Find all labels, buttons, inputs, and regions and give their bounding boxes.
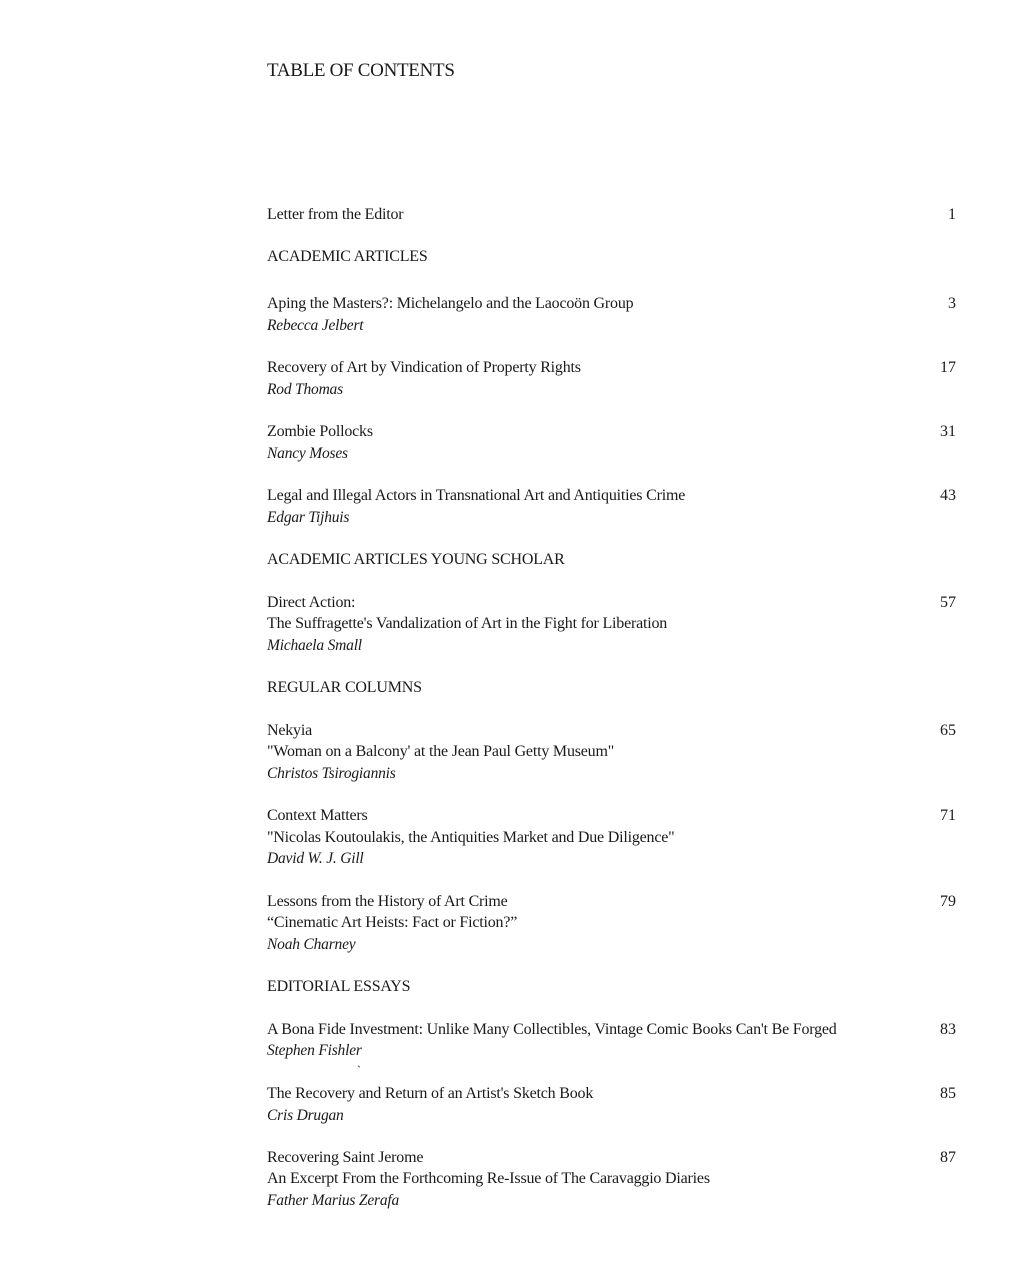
entry-title[interactable]: A Bona Fide Investment: Unlike Many Collectibles, Vintage Comic Books Can't Be Forged — [267, 1021, 837, 1038]
page-title: TABLE OF CONTENTS — [267, 60, 455, 81]
entry-author: David W. J. Gill — [267, 850, 364, 867]
entry-author: Edgar Tijhuis — [267, 509, 350, 526]
entry-page-number: 85 — [940, 1085, 956, 1102]
entry-title[interactable]: Recovering Saint Jerome — [267, 1149, 424, 1166]
entry-author: Father Marius Zerafa — [267, 1192, 400, 1209]
entry-title[interactable]: Legal and Illegal Actors in Transnational Art and Antiquities Crime — [267, 487, 686, 504]
entry-page-number: 3 — [948, 295, 956, 312]
entry-title[interactable]: Nekyia — [267, 722, 313, 739]
entry-title[interactable]: Zombie Pollocks — [267, 423, 373, 440]
entry-page-number: 79 — [940, 893, 956, 910]
entry-subtitle: The Suffragette's Vandalization of Art in the Fight for Liberation — [267, 615, 668, 632]
entry-title[interactable]: Letter from the Editor — [267, 206, 404, 223]
entry-author: Rebecca Jelbert — [267, 317, 364, 334]
entry-page-number: 83 — [940, 1021, 956, 1038]
entry-author: Michaela Small — [267, 637, 362, 654]
entry-page-number: 87 — [940, 1149, 956, 1166]
entry-subtitle: An Excerpt From the Forthcoming Re-Issue of The Caravaggio Diaries — [267, 1170, 710, 1187]
entry-page-number: 65 — [940, 722, 956, 739]
entry-subtitle: "Woman on a Balcony' at the Jean Paul Getty Museum" — [267, 743, 615, 760]
entry-author: Christos Tsirogiannis — [267, 765, 396, 782]
entry-title[interactable]: The Recovery and Return of an Artist's Sketch Book — [267, 1085, 594, 1102]
entry-author: Noah Charney — [267, 936, 356, 953]
entry-title[interactable]: Recovery of Art by Vindication of Property Rights — [267, 359, 581, 376]
entry-author: Cris Drugan — [267, 1107, 344, 1124]
entry-title[interactable]: Direct Action: — [267, 594, 356, 611]
entry-subtitle: "Nicolas Koutoulakis, the Antiquities Market and Due Diligence" — [267, 829, 675, 846]
entry-page-number: 17 — [940, 359, 956, 376]
entry-page-number: 43 — [940, 487, 956, 504]
entry-author: Nancy Moses — [267, 445, 348, 462]
section-heading-editorial-essays: EDITORIAL ESSAYS — [267, 978, 411, 995]
entry-author: Stephen Fishler — [267, 1042, 362, 1059]
section-heading-regular-columns: REGULAR COLUMNS — [267, 679, 422, 696]
entry-page-number: 71 — [940, 807, 956, 824]
stray-mark: ` — [357, 1063, 361, 1077]
entry-title[interactable]: Lessons from the History of Art Crime — [267, 893, 508, 910]
entry-subtitle: “Cinematic Art Heists: Fact or Fiction?” — [267, 914, 518, 931]
entry-author: Rod Thomas — [267, 381, 343, 398]
entry-page-number: 57 — [940, 594, 956, 611]
entry-title[interactable]: Aping the Masters?: Michelangelo and the Laocoön Group — [267, 295, 634, 312]
entry-title[interactable]: Context Matters — [267, 807, 368, 824]
section-heading-academic-articles: ACADEMIC ARTICLES — [267, 248, 428, 265]
entry-page-number: 1 — [948, 206, 956, 223]
entry-page-number: 31 — [940, 423, 956, 440]
section-heading-young-scholar: ACADEMIC ARTICLES YOUNG SCHOLAR — [267, 551, 565, 568]
